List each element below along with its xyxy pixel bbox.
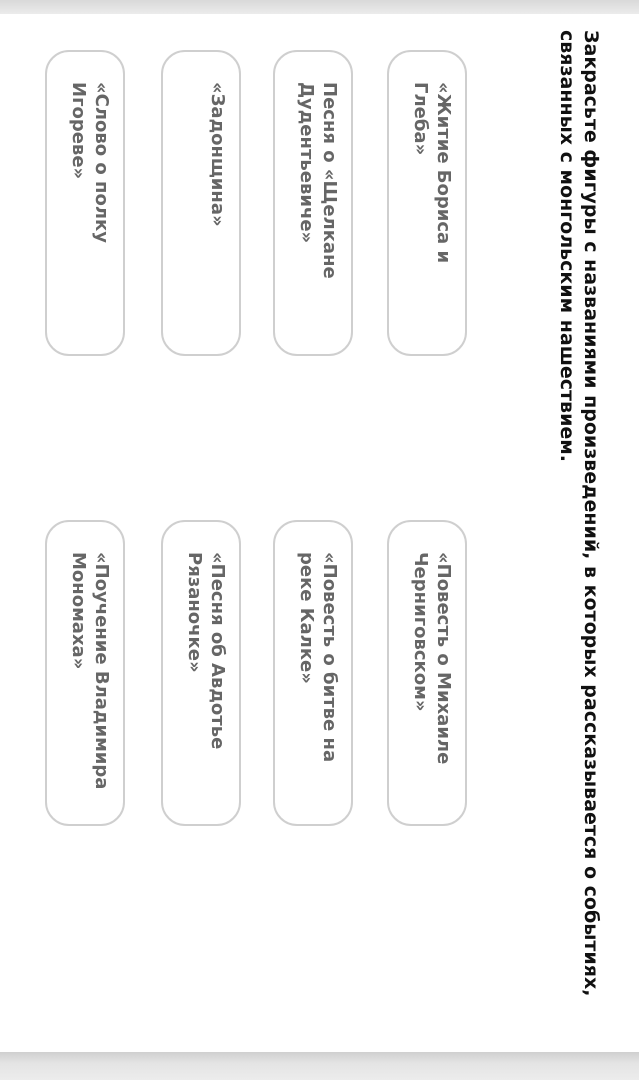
- choice-card-zadonshchina[interactable]: «Задонщина»: [161, 50, 241, 356]
- choice-card-povest-mikhail[interactable]: «Повесть о Михаиле Черниговском»: [387, 520, 467, 826]
- rotated-content: [0, 14, 639, 1054]
- choice-card-povest-kalka[interactable]: «Повесть о битве на реке Калке»: [273, 520, 353, 826]
- task-instruction: Закрасьте фигуры с названиями произведений, в которых рассказывается о событиях, связанных с монгольским нашествием.: [556, 30, 602, 997]
- worksheet-page: [0, 14, 639, 1054]
- choice-card-pesnya-shchelkan[interactable]: Песня о «Щелкане Дудентьевиче»: [273, 50, 353, 356]
- choice-card-pouchenie-monomakha[interactable]: «Поучение Владимира Мономаха»: [45, 520, 125, 826]
- bottom-edge-shadow: [0, 1052, 639, 1080]
- choice-card-slovo-o-polku[interactable]: «Слово о полку Игореве»: [45, 50, 125, 356]
- choice-card-zhitie-borisa[interactable]: «Житие Бориса и Глеба»: [387, 50, 467, 356]
- choice-card-pesnya-avdotya[interactable]: «Песня об Авдотье Рязаночке»: [161, 520, 241, 826]
